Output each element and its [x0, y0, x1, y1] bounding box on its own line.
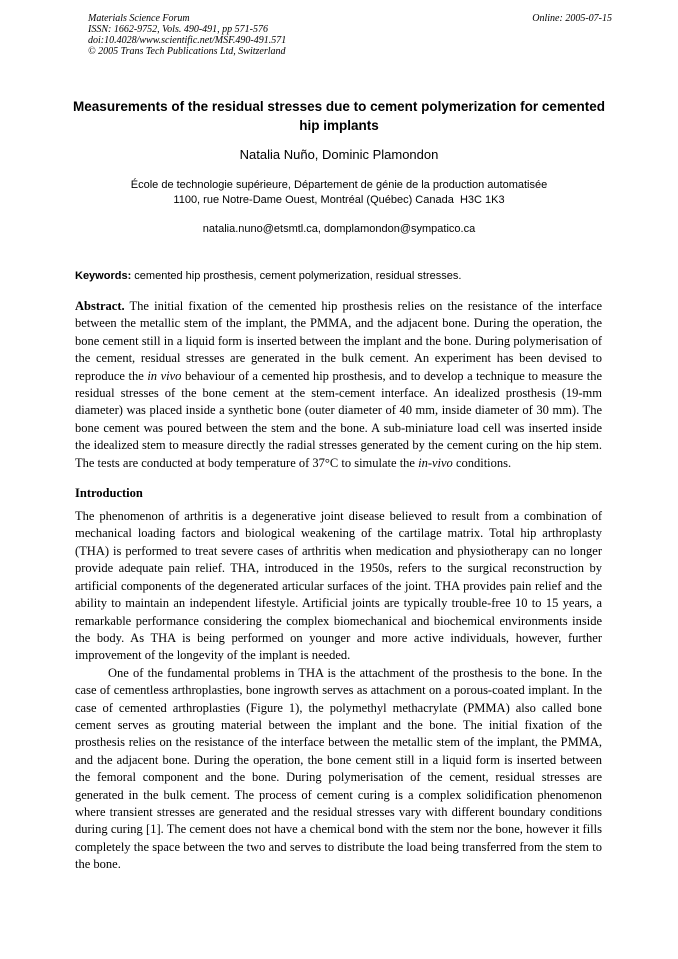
- introduction-paragraph-2: One of the fundamental problems in THA is the attachment of the prosthesis to the bone. In the case of cementless arthroplasties, bone ingrowth serves as attachment on a porous-coated implant. In the case of cemented arthroplasties (Figure 1), the polymethyl methacrylate (PMMA) also called bone cement serves as grouting material between the implant and the bone. The initial fixation of the prosthesis relies on the resistance of the interface between the metallic stem of the implant, the PMMA, and the adjacent bone. During the operation, the bone cement still in a liquid form is inserted between the femoral component and the bone. During polymerisation of the cement, residual stresses are generated in the bulk cement. The process of cement curing is a complex solidification phenomenon where transient stresses are generated and the residual stresses vary with different boundary conditions during curing [1]. The cement does not have a chemical bond with the stem nor the bone, however it fills completely the space between the two and serves to distribute the load being transferred from the stem to the bone.: [75, 665, 602, 872]
- keywords-line: [75, 269, 602, 283]
- affiliation-block: [0, 178, 678, 208]
- abstract-text: The initial fixation of the cemented hip prosthesis relies on the resistance of the interface between the metallic stem of the implant, the PMMA, and the adjacent bone. During the operation, the bone cement still in a liquid form is inserted between the implant and the bone. During polymerisation of the cement, residual stresses are generated in the bulk cement. An experiment has been devised to reproduce the in vivo behaviour of a cemented hip prosthesis, and to develop a technique to measure the residual stresses of the bone cement at the stem-cement interface. An idealized prosthesis (19-mm diameter) was placed inside a synthetic bone (outer diameter of 40 mm, inside diameter of 30 mm). The bone cement was poured between the stem and the bone. A sub-miniature load cell was inserted inside the idealized stem to measure directly the radial stresses generated by the cement curing on the hip stem. The tests are conducted at body temperature of 37°C to simulate the in-vivo conditions.: [75, 299, 603, 470]
- issn-volume-pages: ISSN: 1662-9752, Vols. 490-491, pp 571-576: [88, 24, 268, 35]
- section-heading-introduction: Introduction: [75, 486, 143, 501]
- abstract-paragraph: [75, 298, 602, 472]
- journal-header: [88, 13, 612, 57]
- keywords-text: cemented hip prosthesis, cement polymerization, residual stresses.: [131, 270, 462, 282]
- paper-title: Measurements of the residual stresses due to cement polymerization for cemented hip implants: [73, 99, 605, 133]
- online-date: Online: 2005-07-15: [532, 13, 612, 24]
- journal-name: Materials Science Forum: [88, 13, 190, 24]
- copyright-line: © 2005 Trans Tech Publications Ltd, Switzerland: [88, 46, 286, 57]
- affiliation-line-1: École de technologie supérieure, Département de génie de la production automatisée: [130, 179, 548, 191]
- journal-info-block: [88, 13, 286, 57]
- authors-line: Natalia Nuño, Dominic Plamondon: [239, 147, 439, 162]
- doi-line: doi:10.4028/www.scientific.net/MSF.490-491.571: [88, 35, 287, 46]
- affiliation-line-2: 1100, rue Notre-Dame Ouest, Montréal (Québec) Canada H3C 1K3: [173, 194, 505, 206]
- author-emails: natalia.nuno@etsmtl.ca, domplamondon@sympatico.ca: [202, 223, 476, 235]
- keywords-label: Keywords:: [75, 270, 132, 282]
- introduction-paragraph-1: The phenomenon of arthritis is a degenerative joint disease believed to result from a combination of mechanical loading factors and biological weakening of the cartilage matrix. Total hip arthroplasty (THA) is performed to treat severe cases of arthritis when medication and physiotherapy can no longer provide adequate pain relief. THA, introduced in the 1950s, refers to the surgical reconstruction by artificial components of the degenerated articular surfaces of the joint. THA provides pain relief and the ability to maintain an independent lifestyle. Artificial joints are typically trouble-free 10 to 15 years, a remarkable performance considering the complex biomechanical and biochemical environments inside the body. As THA is being performed on younger and more active individuals, however, further improvement of the longevity of the implant is needed.: [75, 509, 602, 663]
- abstract-label: Abstract.: [75, 299, 125, 313]
